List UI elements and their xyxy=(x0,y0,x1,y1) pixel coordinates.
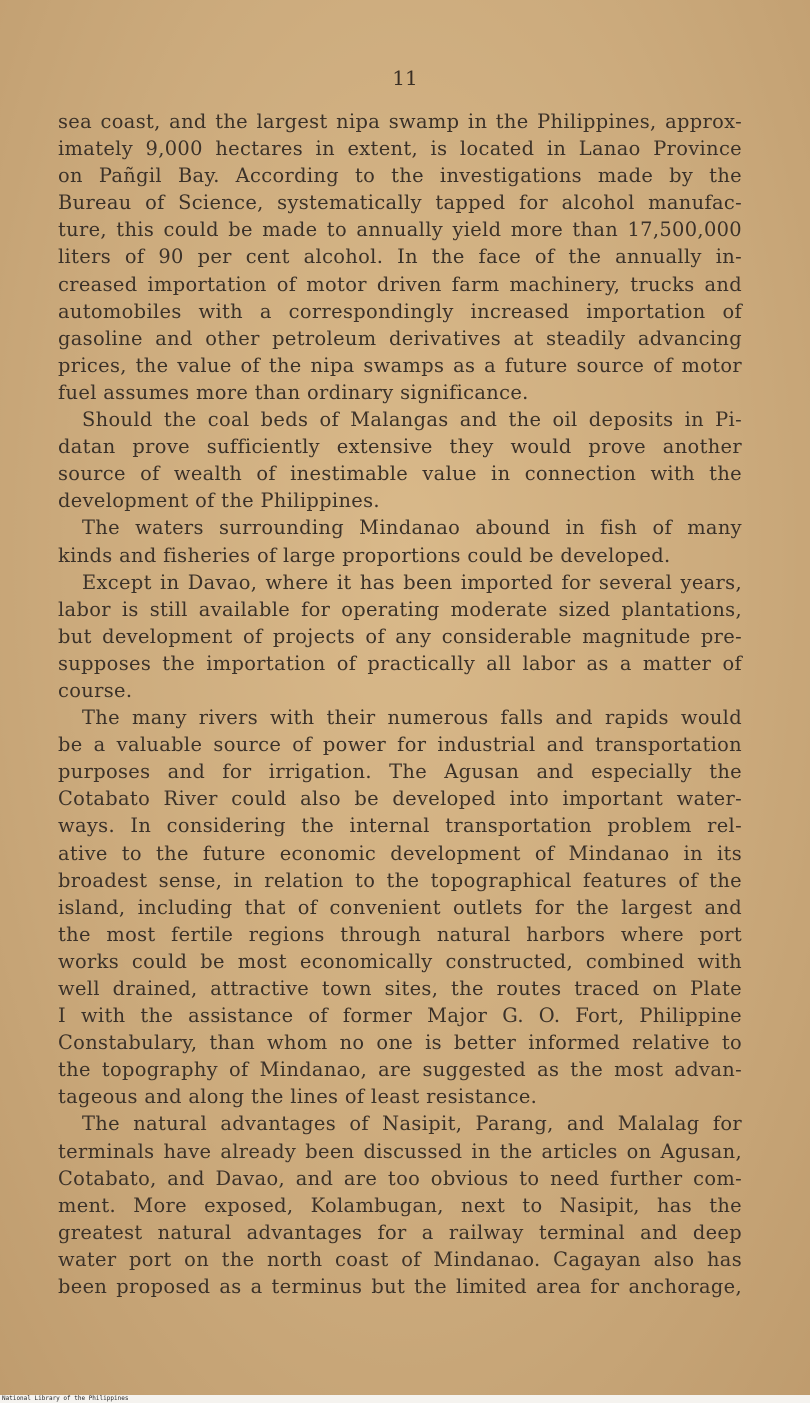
text-line: the most fertile regions through natural harbors where port xyxy=(58,922,742,946)
text-line: but development of projects of any considerable magnitude pre- xyxy=(58,624,742,648)
text-line: Cotabato, and Davao, and are too obvious to need further com- xyxy=(58,1166,742,1190)
text-line: ment. More exposed, Kolambugan, next to Nasipit, has the xyxy=(58,1193,742,1217)
text-line: ways. In considering the internal transportation problem rel- xyxy=(58,814,742,838)
text-line: sea coast, and the largest nipa swamp in the Philippines, approx- xyxy=(58,110,742,133)
text-line: I with the assistance of former Major G. O. Fort, Philippine xyxy=(58,1004,742,1028)
text-line: supposes the importation of practically all labor as a matter of xyxy=(58,651,742,675)
text-line: well drained, attractive town sites, the routes traced on Plate xyxy=(58,977,742,1000)
body-text xyxy=(58,108,742,1300)
text-line: The natural advantages of Nasipit, Parang, and Malalag for xyxy=(82,1112,742,1136)
text-line: course. xyxy=(58,678,133,702)
text-line: broadest sense, in relation to the topographical features of the xyxy=(58,868,742,892)
text-line: source of wealth of inestimable value in connection with the xyxy=(58,462,742,486)
text-line: liters of 90 per cent alcohol. In the face of the annually in- xyxy=(58,245,742,269)
text-line: Except in Davao, where it has been imported for several years, xyxy=(82,570,742,594)
text-line: automobiles with a correspondingly increased importation of xyxy=(58,299,742,323)
footer-bar xyxy=(0,1395,810,1403)
text-line: ative to the future economic development of Mindanao in its xyxy=(58,841,742,865)
text-line: Cotabato River could also be developed into important water- xyxy=(58,787,742,811)
text-line: fuel assumes more than ordinary significance. xyxy=(58,380,529,404)
text-line: labor is still available for operating moderate sized plantations, xyxy=(58,597,742,621)
text-line: ture, this could be made to annually yield more than 17,500,000 xyxy=(58,218,742,242)
text-line: water port on the north coast of Mindanao. Cagayan also has xyxy=(58,1247,742,1271)
text-line: island, including that of convenient outlets for the largest and xyxy=(58,895,742,919)
text-line: purposes and for irrigation. The Agusan and especially the xyxy=(58,760,742,784)
text-line: creased importation of motor driven farm machinery, trucks and xyxy=(58,272,742,296)
footer-label: National Library of the Philippines xyxy=(2,1395,129,1402)
text-line: The many rivers with their numerous falls and rapids would xyxy=(82,706,742,730)
text-line: development of the Philippines. xyxy=(58,489,380,513)
text-line: works could be most economically constructed, combined with xyxy=(58,949,742,973)
text-line: prices, the value of the nipa swamps as a future source of motor xyxy=(58,353,742,377)
text-line: on Pañgil Bay. According to the investigations made by the xyxy=(58,164,742,188)
text-line: Constabulary, than whom no one is better informed relative to xyxy=(58,1031,742,1055)
text-line: kinds and fisheries of large proportions could be developed. xyxy=(58,543,671,567)
text-line: gasoline and other petroleum derivatives at steadily advancing xyxy=(58,326,742,350)
text-line: datan prove sufficiently extensive they would prove another xyxy=(58,435,742,459)
text-line: imately 9,000 hectares in extent, is located in Lanao Province xyxy=(58,137,742,161)
text-line: greatest natural advantages for a railway terminal and deep xyxy=(58,1220,742,1244)
text-line: be a valuable source of power for industrial and transportation xyxy=(58,733,742,757)
page-number: 11 xyxy=(392,66,418,90)
text-line: The waters surrounding Mindanao abound in fish of many xyxy=(82,516,742,540)
text-line: been proposed as a terminus but the limited area for anchorage, xyxy=(58,1275,742,1299)
text-line: the topography of Mindanao, are suggested as the most advan- xyxy=(58,1058,742,1082)
text-line: terminals have already been discussed in the articles on Agusan, xyxy=(58,1139,742,1163)
text-line: Bureau of Science, systematically tapped for alcohol manufac- xyxy=(58,191,742,215)
text-line: Should the coal beds of Malangas and the oil deposits in Pi- xyxy=(82,408,742,432)
text-line: tageous and along the lines of least resistance. xyxy=(58,1085,538,1109)
